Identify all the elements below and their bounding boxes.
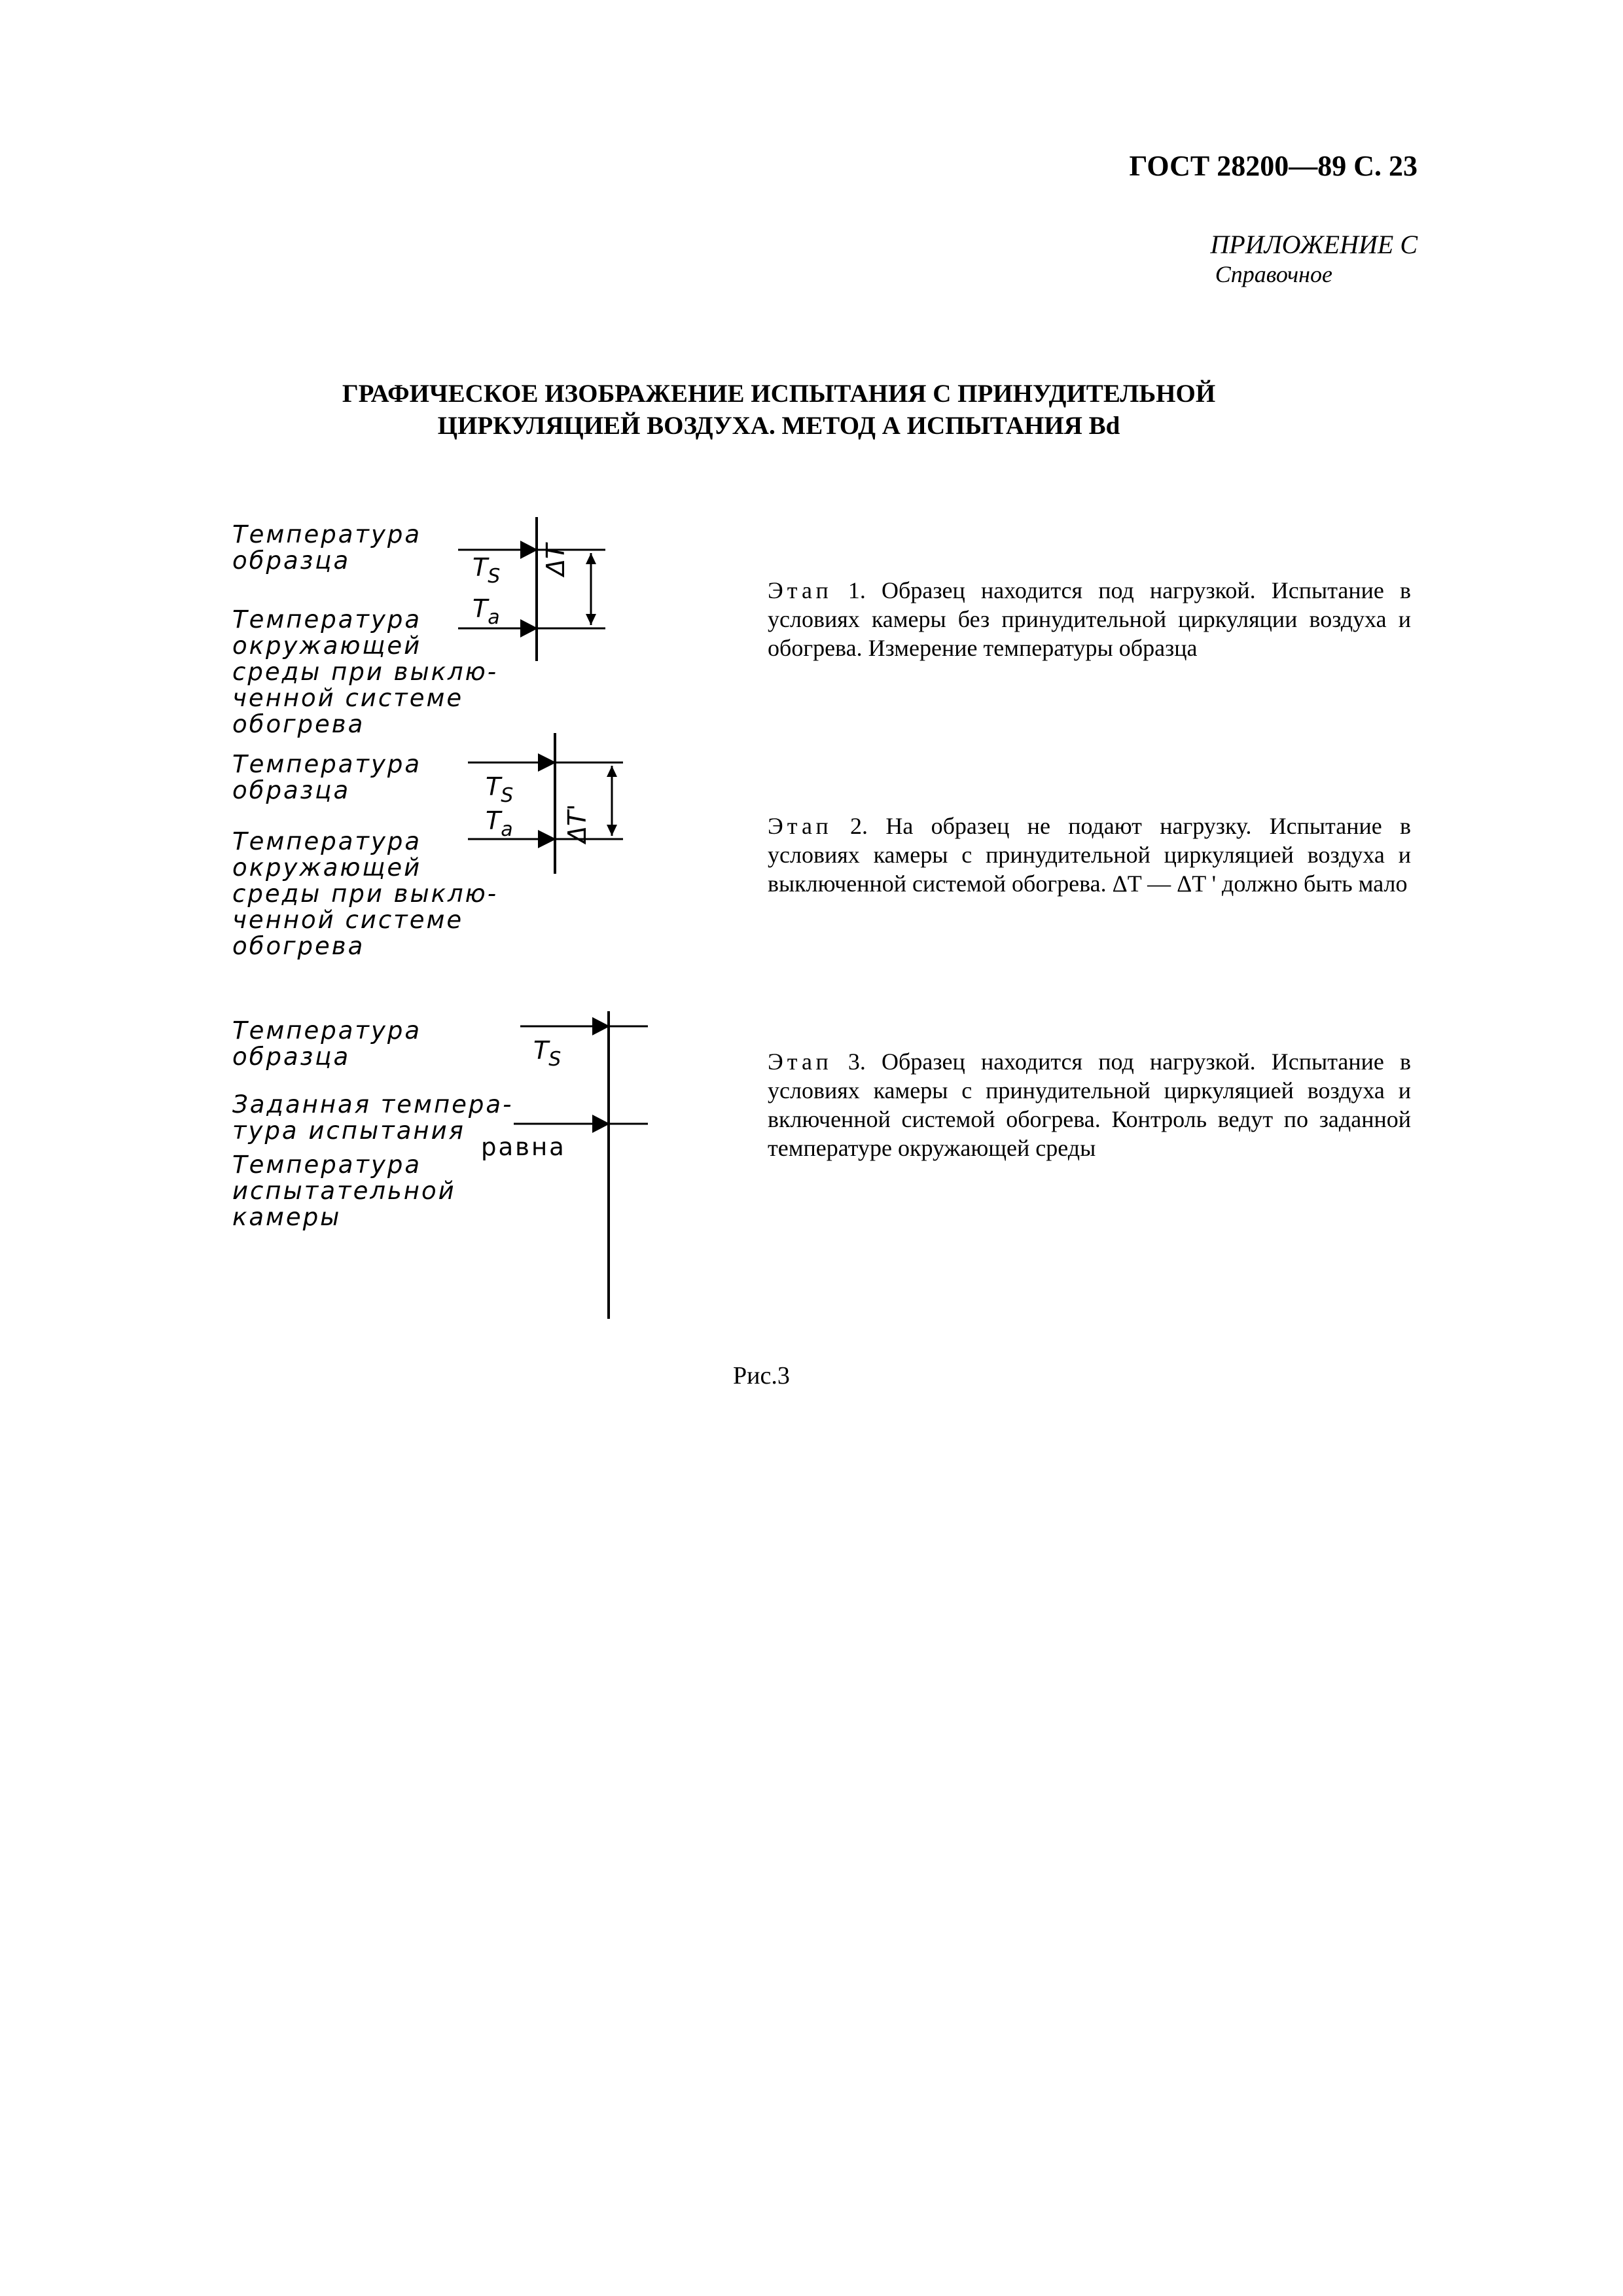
title-line-1: ГРАФИЧЕСКОЕ ИЗОБРАЖЕНИЕ ИСПЫТАНИЯ С ПРИНУДИТЕЛЬНОЙ bbox=[342, 380, 1216, 408]
symbol-sub: S bbox=[548, 1048, 562, 1071]
label-line: Температура bbox=[232, 520, 422, 548]
diagram-2-symbol-ta bbox=[486, 806, 513, 841]
appendix-kind: Справочное bbox=[1215, 261, 1332, 287]
diagram-3-sample-label bbox=[232, 1018, 421, 1070]
diagram-1-symbol-ts bbox=[473, 553, 501, 588]
symbol-base: T bbox=[473, 553, 488, 582]
stage-label: Этап bbox=[768, 1049, 832, 1075]
diagram-3-symbol-ts bbox=[533, 1036, 562, 1071]
diagram-1-ambient-label bbox=[232, 607, 498, 738]
symbol-base: T bbox=[486, 772, 501, 801]
label-line: ченной системе bbox=[232, 906, 464, 934]
stage-text: На образец не подают нагрузку. Испытание в условиях камеры с принудительной циркуляцией воздуха и выключенной системой обогрева. ΔT — ΔT ' должно быть мало bbox=[768, 813, 1412, 897]
figure-caption: Рис.3 bbox=[733, 1362, 790, 1390]
label-line: Заданная темпера- bbox=[232, 1090, 514, 1119]
label-line: окружающей bbox=[232, 853, 422, 882]
label-line: тура испытания bbox=[232, 1117, 465, 1145]
diagram-1-symbol-ta bbox=[473, 594, 500, 629]
label-line: образца bbox=[232, 547, 351, 575]
diagram-3-chamber-label bbox=[232, 1152, 456, 1230]
page-header: ГОСТ 28200—89 С. 23 bbox=[1129, 150, 1418, 182]
stage-number: 3. bbox=[847, 1049, 866, 1075]
symbol-sub: S bbox=[488, 565, 501, 588]
symbol-base: T bbox=[533, 1036, 549, 1065]
label-line: среды при выклю- bbox=[232, 658, 499, 686]
label-line: обогрева bbox=[232, 932, 365, 960]
label-line: образца bbox=[232, 776, 351, 804]
label-line: обогрева bbox=[232, 710, 365, 738]
stage-3-description bbox=[768, 1047, 1411, 1162]
title-line-2: ЦИРКУЛЯЦИЕЙ ВОЗДУХА. МЕТОД А ИСПЫТАНИЯ Bd bbox=[437, 411, 1120, 440]
diagram-2-sample-label bbox=[232, 751, 421, 804]
label-line: Температура bbox=[232, 750, 422, 778]
appendix-title: ПРИЛОЖЕНИЕ С bbox=[1210, 230, 1418, 259]
stage-label: Этап bbox=[768, 813, 832, 839]
diagram-1-sample-label bbox=[232, 522, 421, 574]
stage-label: Этап bbox=[768, 577, 832, 603]
label-line: испытательной bbox=[232, 1177, 456, 1205]
symbol-sub: a bbox=[488, 606, 500, 629]
diagram-3-equals-word: равна bbox=[481, 1133, 566, 1161]
diagram-2-ambient-label bbox=[232, 829, 498, 960]
stage-number: 2. bbox=[850, 813, 868, 839]
stage-text: Образец находится под нагрузкой. Испытание в условиях камеры без принудительной циркуляции воздуха и обогрева. Измерение температуры образца bbox=[768, 577, 1412, 661]
label-line: ченной системе bbox=[232, 684, 464, 712]
symbol-sub: S bbox=[501, 784, 514, 807]
label-line: камеры bbox=[232, 1203, 342, 1231]
label-line: образца bbox=[232, 1043, 351, 1071]
label-line: Температура bbox=[232, 1151, 422, 1179]
label-line: Температура bbox=[232, 1016, 422, 1045]
stage-1-description bbox=[768, 576, 1411, 662]
label-line: окружающей bbox=[232, 632, 422, 660]
stage-number: 1. bbox=[847, 577, 866, 603]
symbol-base: T bbox=[473, 594, 488, 623]
symbol-base: T bbox=[486, 806, 501, 835]
label-line: среды при выклю- bbox=[232, 880, 499, 908]
diagram-3-set-label bbox=[232, 1092, 513, 1144]
diagram-2-delta: ΔT' bbox=[563, 804, 592, 843]
diagram-2-symbol-ts bbox=[486, 772, 514, 807]
label-line: Температура bbox=[232, 605, 422, 634]
symbol-sub: a bbox=[501, 818, 513, 841]
label-line: Температура bbox=[232, 827, 422, 855]
stage-text: Образец находится под нагрузкой. Испытание в условиях камеры с принудительной циркуляцией воздуха и включенной системой обогрева. Контроль ведут по заданной температуре окружающей среды bbox=[768, 1049, 1412, 1161]
stage-2-description bbox=[768, 812, 1411, 898]
diagram-1-delta: ΔT bbox=[541, 543, 570, 576]
